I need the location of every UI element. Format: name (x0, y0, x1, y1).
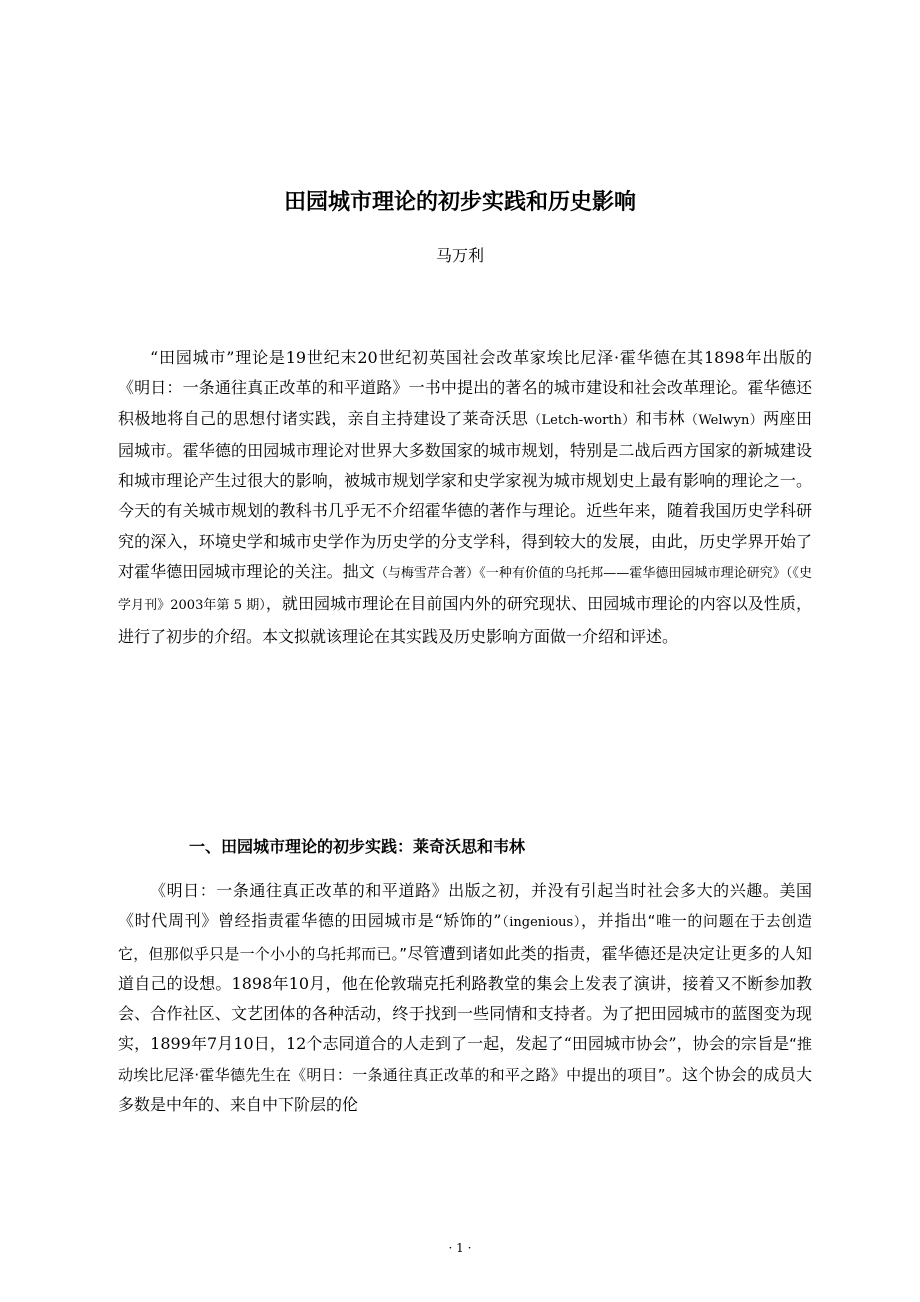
ingenious-note: （ingenious） (501, 915, 582, 931)
intro-text-4: ，就田园城市理论在目前国内外的研究现状、田园城市理论的内容以及性质，进行了初步的介绍。本文拟就该理论在其实践及历史影响方面做一介绍和评述。 (118, 594, 812, 646)
intro-paragraph (118, 343, 812, 652)
intro-text-2: 和韦林 (635, 408, 685, 428)
section-text-4: 。这个协会的成员大多数是中年的、来自中下阶层的伦 (118, 1064, 812, 1115)
time-magazine-quote: “唯一的问题在于去创造它，但那似乎只是一个小小的乌托邦而已。” (118, 912, 812, 963)
welwyn-note: （Welwyn） (684, 412, 764, 428)
citation-note: （与梅雪芹合著）《一种有价值的乌托邦——霍华德田园城市理论研究》（《史学月刊》2003年第 5 期） (118, 566, 812, 614)
section-text-3: 尽管遭到诸如此类的指责，霍华德还是决定让更多的人知道自己的设想。1898年10月，他在伦敦瑞克托利路教堂的集会上发表了演讲，接着又不断参加教会、合作社区、文艺团体的各种活动，终于找到一些同情和支持者。为了把田园城市的蓝图变为现实，1899年7月10日，12个志同道合的人走到了一起，发起了“田园城市协会”，协会的宗旨是 (118, 943, 812, 1054)
intro-text-3: 两座田园城市。霍华德的田园城市理论对世界大多数国家的城市规划，特别是二战后西方国家的新城建设和城市理论产生过很大的影响，被城市规划学家和史学家视为城市规划史上最有影响的理论之一。今天的有关城市规划的教科书几乎无不介绍霍华德的著作与理论。近些年来，随着我国历史学科研究的深入，环境史学和城市史学作为历史学的分支学科，得到较大的发展，由此，历史学界开始了对霍华德田园城市理论的关注。拙文 (118, 408, 812, 582)
section-text-2: ，并指出 (581, 911, 648, 931)
page-number: · 1 · (448, 1241, 472, 1255)
letchworth-note: （Letch-worth） (528, 412, 636, 428)
association-purpose-quote: “推动埃比尼泽·霍华德先生在《明日：一条通往真正改革的和平之路》中提出的项目” (118, 1035, 812, 1084)
section-paragraph (118, 876, 812, 1120)
document-title: 田园城市理论的初步实践和历史影响 (283, 189, 636, 215)
intro-text-1: “田园城市”理论是19世纪末20世纪初英国社会改革家埃比尼泽·霍华德在其1898年出版的《明日：一条通往真正改革的和平道路》一书中提出的著名的城市建设和社会改革理论。霍华德还积极地将自己的思想付诸实践，亲自主持建设了莱奇沃思 (118, 348, 812, 428)
section-text-1: 《明日：一条通往真正改革的和平道路》出版之初，并没有引起当时社会多大的兴趣。美国《时代周刊》曾经指责霍华德的田园城市是“矫饰的” (118, 881, 812, 931)
section-heading: 一、田园城市理论的初步实践：莱奇沃思和韦林 (189, 837, 526, 856)
author-name: 马万利 (435, 246, 484, 265)
